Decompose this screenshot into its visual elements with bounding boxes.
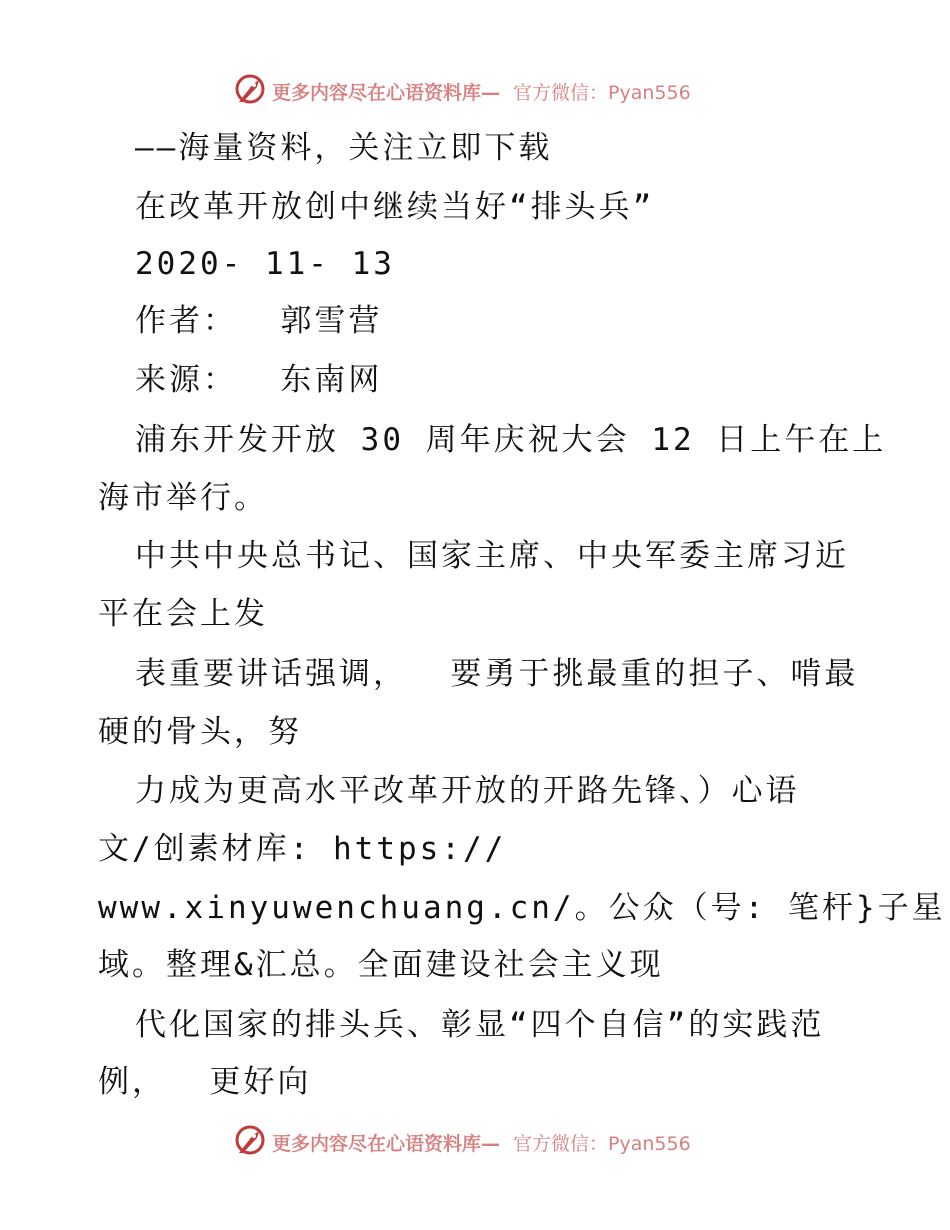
article-author: 作者： 郭雪营	[135, 303, 383, 339]
paragraph-line: 中共中央总书记、国家主席、中央军委主席习近	[135, 538, 849, 574]
pen-nib-logo-icon	[233, 1123, 267, 1161]
paragraph-line: 浦东开发开放 30 周年庆祝大会 12 日上午在上	[135, 422, 887, 458]
pen-nib-logo-icon	[233, 72, 267, 110]
article-source: 来源： 东南网	[135, 362, 383, 398]
paragraph-line: 文/创素材库: https://	[98, 831, 507, 867]
paragraph-line: www.xinyuwenchuang.cn/。公众（号: 笔杆}子星	[98, 890, 946, 926]
header-banner	[0, 70, 950, 110]
banner-slogan: 更多内容尽在心语资料库—	[272, 82, 501, 104]
article-title: 在改革开放创中继续当好“排头兵”	[135, 189, 655, 225]
paragraph-line: 表重要讲话强调， 要勇于挑最重的担子、啃最	[135, 656, 859, 692]
banner-wechat-id: 官方微信：Pyan556	[513, 82, 691, 104]
paragraph-line: 例， 更好向	[98, 1064, 312, 1100]
banner-wechat-id: 官方微信：Pyan556	[513, 1133, 691, 1155]
paragraph-line: 域。整理&汇总。全面建设社会主义现	[98, 947, 664, 983]
article-date: 2020- 11- 13	[135, 246, 395, 282]
banner-slogan: 更多内容尽在心语资料库—	[272, 1133, 501, 1155]
paragraph-line: 代化国家的排头兵、彰显“四个自信”的实践范	[135, 1007, 825, 1043]
paragraph-line: 硬的骨头，努	[98, 714, 302, 750]
paragraph-line: 海市举行。	[98, 480, 268, 516]
footer-banner	[0, 1121, 950, 1161]
paragraph-line: 力成为更高水平改革开放的开路先锋、）心语	[135, 773, 800, 809]
download-tagline: ——海量资料，关注立即下载	[135, 130, 553, 166]
paragraph-line: 平在会上发	[98, 596, 268, 632]
